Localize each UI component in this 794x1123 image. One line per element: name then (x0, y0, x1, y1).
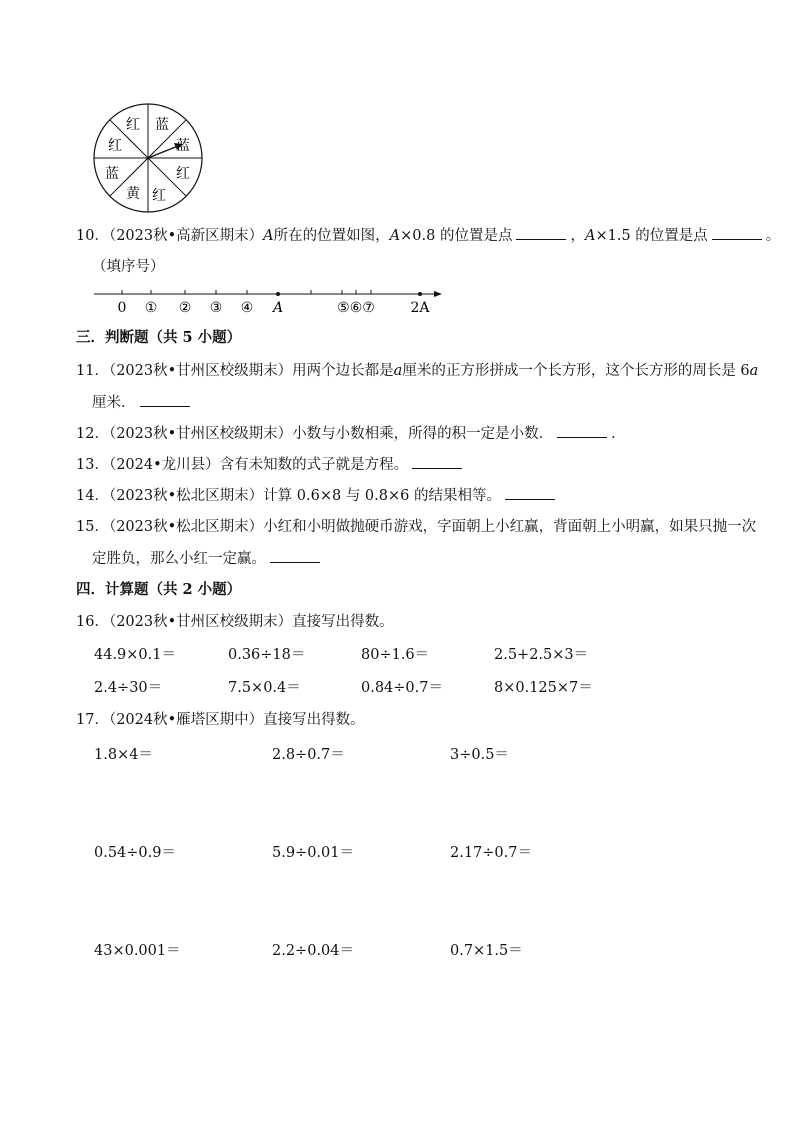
tick-label: ② (178, 300, 192, 316)
section-title: 三．判断题（共 5 小题） (76, 329, 242, 346)
calc-item: 0.36÷18＝ (228, 647, 306, 663)
question-15-cont: 定胜负，那么小红一定赢。 (92, 549, 324, 569)
calc-item: 5.9÷0.01＝ (272, 845, 354, 861)
answer-blank[interactable] (505, 487, 555, 500)
section-title: 四．计算题（共 2 小题） (76, 581, 242, 598)
calc-item: 3÷0.5＝ (450, 747, 509, 763)
calc-item: 2.17÷0.7＝ (450, 845, 532, 861)
answer-blank[interactable] (516, 227, 566, 240)
calc-item: 0.7×1.5＝ (450, 943, 523, 959)
calc-item: 0.54÷0.9＝ (94, 845, 176, 861)
calc-item: 2.5+2.5×3＝ (494, 647, 589, 663)
question-17: 17．（2024秋•雁塔区期中）直接写出得数。 (76, 712, 365, 728)
wheel-label: 蓝 (105, 166, 119, 182)
number-line (90, 284, 450, 318)
wheel-label: 黄 (126, 186, 140, 202)
question-13: 13．（2024•龙川县）含有未知数的式子就是方程。 (76, 455, 466, 475)
tick-label: ③ (209, 300, 223, 316)
spinner-wheel (92, 102, 204, 214)
calc-item: 44.9×0.1＝ (94, 647, 176, 663)
calc-item: 80÷1.6＝ (361, 647, 430, 663)
answer-blank[interactable] (712, 227, 762, 240)
tick-label: ④ (240, 300, 254, 316)
wheel-label: 红 (108, 138, 122, 154)
tick-label: ① (144, 300, 158, 316)
arrow-icon (434, 291, 442, 297)
tick-label: A (272, 300, 284, 316)
wheel-label: 红 (126, 117, 140, 133)
calc-item: 43×0.001＝ (94, 943, 181, 959)
answer-blank[interactable] (140, 394, 190, 407)
calc-item: 2.8÷0.7＝ (272, 747, 345, 763)
question-10-note: （填序号） (92, 259, 165, 275)
answer-blank[interactable] (270, 550, 320, 563)
wheel-label: 红 (176, 166, 190, 182)
calc-item: 7.5×0.4＝ (228, 680, 301, 696)
answer-blank[interactable] (412, 456, 462, 469)
question-16: 16．（2023秋•甘州区校级期末）直接写出得数。 (76, 614, 394, 630)
question-14: 14．（2023秋•松北区期末）计算 0.6×8 与 0.8×6 的结果相等。 (76, 486, 559, 506)
calc-item: 8×0.125×7＝ (494, 680, 593, 696)
question-11-cont: 厘米． (92, 393, 194, 413)
calc-item: 1.8×4＝ (94, 747, 153, 763)
question-12: 12．（2023秋•甘州区校级期末）小数与小数相乘，所得的积一定是小数． ． (76, 426, 626, 442)
wheel-label: 蓝 (155, 117, 169, 133)
question-10: 10．（2023秋•高新区期末）A所在的位置如图，A×0.8 的位置是点 ，A×1.5 的位置是点 。 (76, 228, 781, 244)
question-11: 11．（2023秋•甘州区校级期末）用两个边长都是a厘米的正方形拼成一个长方形，这个长方形的周长是 6a (76, 363, 759, 379)
wheel-label: 蓝 (176, 138, 190, 154)
wheel-label: 红 (152, 188, 166, 204)
tick-label: 2A (410, 300, 430, 316)
tick-label: 0 (117, 300, 127, 316)
tick-label: ⑤⑥⑦ (337, 300, 375, 316)
calc-item: 2.4÷30＝ (94, 680, 163, 696)
answer-blank[interactable] (557, 425, 607, 438)
question-15: 15．（2023秋•松北区期末）小红和小明做抛硬币游戏，字面朝上小红赢，背面朝上小明赢，如果只抛一次 (76, 519, 757, 535)
calc-item: 0.84÷0.7＝ (361, 680, 443, 696)
calc-item: 2.2÷0.04＝ (272, 943, 354, 959)
